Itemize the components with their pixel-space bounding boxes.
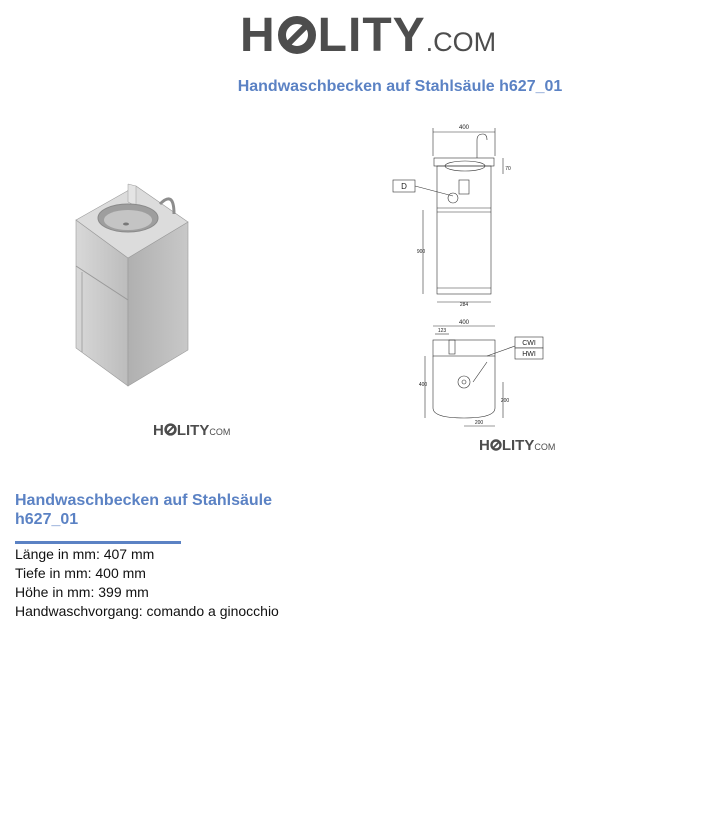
dim-top-center-x: 200 [474,420,484,426]
spec-row-height: Höhe in mm: 399 mm [15,584,149,600]
brand-logo[interactable] [240,6,496,72]
spec-value: 400 mm [95,565,146,581]
photo-brand-logo [153,422,230,441]
product-image [70,180,200,390]
spec-row-depth: Tiefe in mm: 400 mm [15,565,146,581]
logo-letters: LITY [317,9,426,62]
dim-top-depth: 400 [418,382,428,388]
drawing-label-cwi: CWI [522,340,536,347]
dim-top-offset: 123 [437,328,447,334]
logo-dotcom: COM [209,427,231,437]
spec-value: 407 mm [103,546,155,562]
spec-row-length: Länge in mm: 407 mm [15,546,155,562]
logo-letter-h: H [153,422,164,439]
dim-top-width: 400 [458,320,470,326]
dim-front-depth: 70 [505,166,511,172]
drawing-label-hwi: HWI [522,351,536,358]
spec-row-operation: Handwaschvorgang: comando a ginocchio [15,603,279,619]
product-title: Handwaschbecken auf Stahlsäule h627_01 [15,492,272,528]
spec-list [15,545,279,621]
drawing-label-d: D [401,182,407,191]
spec-value: 399 mm [98,584,149,600]
dim-front-height: 900 [416,249,426,255]
spec-label: Höhe in mm [15,584,91,600]
spec-label: Handwaschvorgang [15,603,139,619]
spec-label: Tiefe in mm [15,565,88,581]
logo-dotcom: COM [534,442,556,452]
dim-top-center-y: 200 [500,398,510,404]
drawing-brand-logo [479,437,555,456]
logo-letters: LITY [176,422,210,439]
dim-front-width: 400 [458,125,470,131]
logo-ring-icon [490,439,502,451]
logo-letter-h: H [479,437,490,454]
dim-front-bottom: 284 [459,302,469,308]
logo-ring-icon [277,15,317,55]
page-title: Handwaschbecken auf Stahlsäule h627_01 [237,78,563,95]
spec-value: comando a ginocchio [146,603,279,619]
logo-dotcom: .COM [425,27,497,57]
logo-letter-h: H [240,9,276,62]
logo-letters: LITY [501,437,535,454]
technical-drawing [385,118,555,438]
logo-ring-icon [164,423,177,436]
spec-label: Länge in mm [15,546,96,562]
title-underline [15,541,181,544]
